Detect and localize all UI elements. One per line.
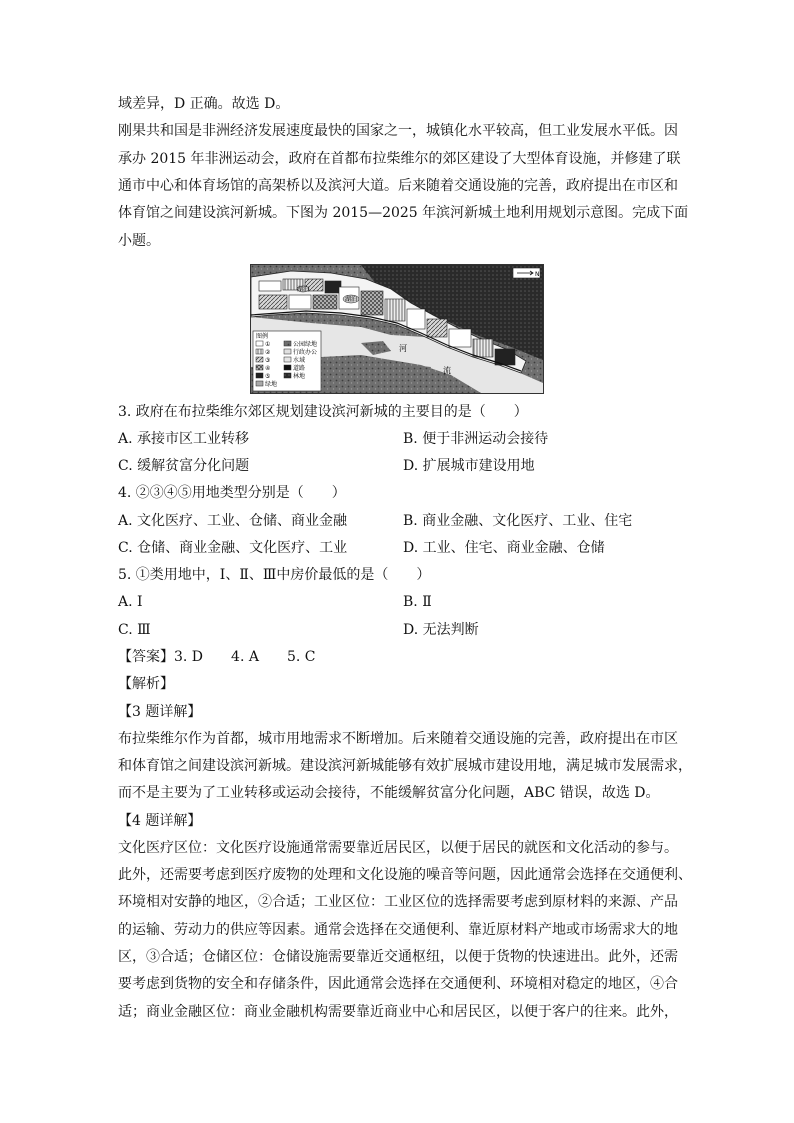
text-line: 文化医疗区位：文化医疗设施通常需要靠近居民区，以便于居民的就医和文化活动的参与。: [118, 840, 678, 856]
option: D. 工业、住宅、商业金融、仓储: [403, 540, 605, 556]
text-line: 的运输、劳动力的供应等因素。通常会选择在交通便利、靠近原材料产地或市场需求大的地: [118, 922, 678, 938]
option: C. Ⅲ: [118, 622, 151, 638]
text-line: 域差异，D 正确。故选 D。: [118, 96, 290, 112]
legend-item: ②: [265, 349, 271, 356]
legend-item: 公园绿地: [293, 341, 318, 348]
text-line: 要考虑到货物的安全和存储条件，因此通常会选择在交通便利、环境相对稳定的地区，④合: [118, 976, 678, 992]
text-line: 承办 2015 年非洲运动会，政府在首都布拉柴维尔的郊区建设了大型体育设施，并修建了联: [118, 151, 681, 167]
option: C. 仓储、商业金融、文化医疗、工业: [118, 540, 348, 556]
map-graphic: [251, 265, 543, 393]
option: C. 缓解贫富分化问题: [118, 458, 250, 474]
legend-item: 绿地: [265, 381, 278, 388]
legend-item: 行政办公: [293, 349, 318, 356]
text-line: 环境相对安静的地区，②合适；工业区位：工业区位的选择需要考虑到原材料的来源、产品: [118, 894, 678, 910]
legend-item: 林地: [293, 373, 306, 380]
legend-item: ⑤: [265, 373, 271, 380]
legend-item: ③: [265, 357, 271, 364]
option: B. Ⅱ: [403, 594, 432, 610]
option: A. 承接市区工业转移: [118, 431, 250, 447]
text-line: 刚果共和国是非洲经济发展速度最快的国家之一，城镇化水平较高，但工业发展水平低。因: [118, 123, 678, 139]
text-line: 区，③合适；仓储区位：仓储设施需要靠近交通枢纽，以便于货物的快速进出。此外，还需: [118, 949, 678, 965]
legend-item: 水域: [293, 357, 306, 364]
option: A. Ⅰ: [118, 594, 143, 610]
text-line: 此外，还需要考虑到医疗废物的处理和文化设施的噪音等问题，因此通常会选择在交通便利、: [118, 867, 692, 883]
text-line: 体育馆之间建设滨河新城。下图为 2015—2025 年滨河新城土地利用规划示意图。完成下面: [118, 205, 689, 221]
legend-item: ①: [265, 341, 271, 348]
answer-line: 【答案】3. D 4. A 5. C: [118, 649, 316, 665]
text-line: 布拉柴维尔作为首都，城市用地需求不断增加。后来随着交通设施的完善，政府提出在市区: [118, 731, 678, 747]
land-use-map-figure: [250, 264, 544, 394]
map-label: 湖泊: [297, 286, 310, 293]
text-line: 适；商业金融区位：商业金融机构需要靠近商业中心和居民区，以便于客户的往来。此外，: [118, 1004, 678, 1020]
option: D. 无法判断: [403, 622, 479, 638]
analysis-heading: 【解析】: [118, 676, 174, 692]
text-line: 通市中心和体育场馆的高架桥以及滨河大道。后来随着交通设施的完善，政府提出在市区和: [118, 178, 678, 194]
map-label: 湖泊: [345, 296, 358, 303]
legend-item: 道路: [293, 365, 306, 372]
text-line: 和体育馆之间建设滨河新城。建设滨河新城能够有效扩展城市建设用地，满足城市发展需求，: [118, 758, 692, 774]
question-stem: 3. 政府在布拉柴维尔郊区规划建设滨河新城的主要目的是（ ）: [118, 404, 528, 420]
map-label: 流: [443, 366, 451, 375]
text-line: 而不是主要为了工业转移或运动会接待，不能缓解贫富分化问题，ABC 错误，故选 D。: [118, 785, 660, 801]
option: A. 文化医疗、工业、仓储、商业金融: [118, 513, 348, 529]
legend-title: 图例: [256, 333, 269, 340]
question-stem: 5. ①类用地中，Ⅰ、Ⅱ、Ⅲ中房价最低的是（ ）: [118, 567, 431, 583]
q3-heading: 【3 题详解】: [118, 704, 202, 720]
text-line: 小题。: [118, 233, 160, 249]
option: D. 扩展城市建设用地: [403, 458, 535, 474]
q4-heading: 【4 题详解】: [118, 813, 202, 829]
north-label: N: [535, 271, 540, 278]
question-stem: 4. ②③④⑤用地类型分别是（ ）: [118, 485, 346, 501]
legend-item: ④: [265, 365, 271, 372]
map-label: 河: [399, 344, 407, 353]
option: B. 商业金融、文化医疗、工业、住宅: [403, 513, 633, 529]
option: B. 便于非洲运动会接待: [403, 431, 549, 447]
